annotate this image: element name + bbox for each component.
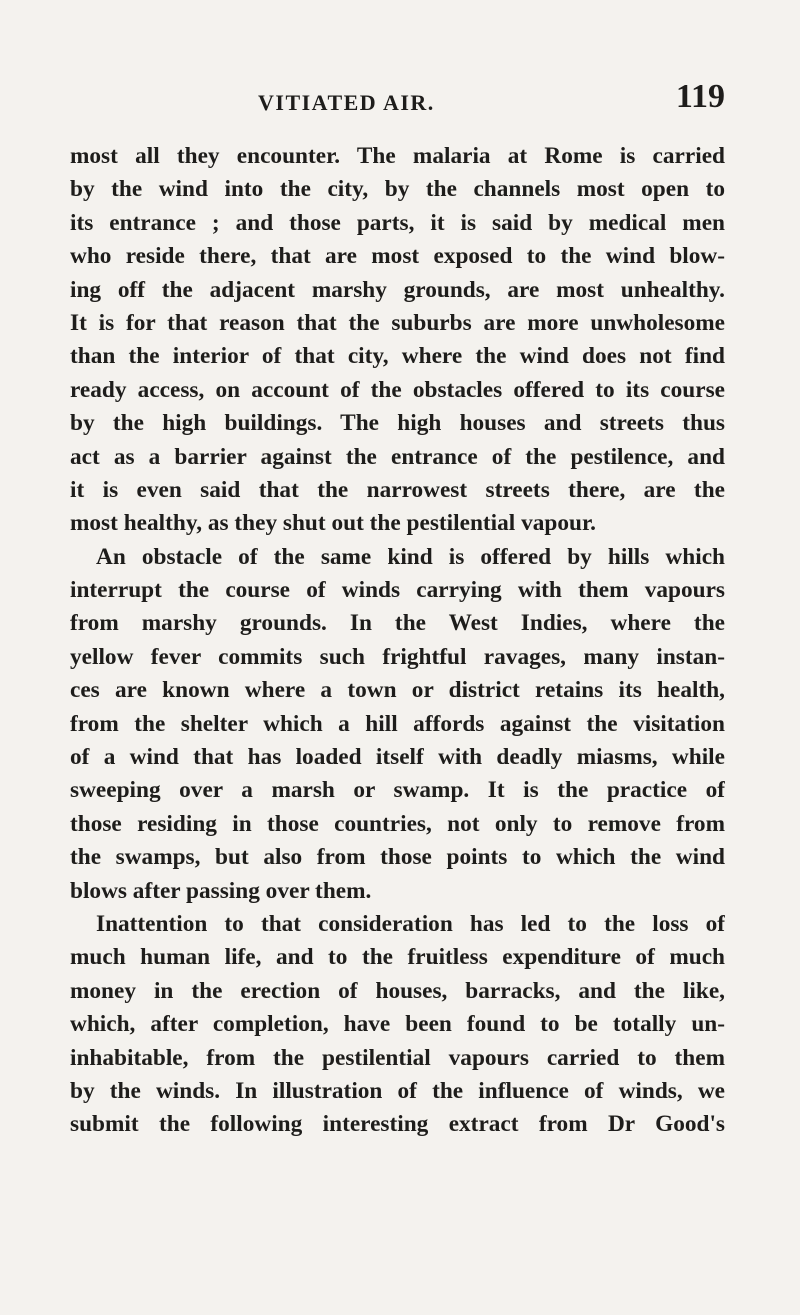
- text-line: it is even said that the narrowest streets there, are the: [70, 476, 725, 503]
- text-line: by the wind into the city, by the channels most open to: [70, 176, 725, 203]
- text-line: money in the erection of houses, barracks, and the like,: [70, 977, 725, 1004]
- text-line: blows after passing over them.: [70, 877, 372, 904]
- text-line: much human life, and to the fruitless expenditure of much: [70, 944, 725, 971]
- page-number: 119: [675, 78, 725, 115]
- text-line: of a wind that has loaded itself with deadly miasms, while: [70, 744, 725, 771]
- text-line: act as a barrier against the entrance of the pestilence, and: [70, 443, 725, 470]
- text-line: ing off the adjacent marshy grounds, are most unhealthy.: [70, 276, 725, 303]
- text-line: most all they encounter. The malaria at Rome is carried: [70, 143, 725, 169]
- text-line: Inattention to that consideration has led to the loss of: [96, 910, 725, 937]
- text-line: than the interior of that city, where the wind does not find: [70, 343, 725, 370]
- text-line: by the winds. In illustration of the influence of winds, we: [70, 1077, 725, 1104]
- text-line: which, after completion, have been found to be totally un-: [70, 1011, 725, 1038]
- text-line: those residing in those countries, not only to remove from: [70, 810, 725, 837]
- text-line: An obstacle of the same kind is offered by hills which: [96, 543, 725, 570]
- running-title: VITIATED AIR.: [258, 90, 435, 115]
- text-line: most healthy, as they shut out the pestilential vapour.: [70, 510, 596, 537]
- text-line: It is for that reason that the suburbs are more unwholesome: [70, 309, 725, 336]
- text-line: its entrance ; and those parts, it is said by medical men: [70, 209, 725, 236]
- text-line: who reside there, that are most exposed to the wind blow-: [70, 243, 725, 270]
- text-line: from marshy grounds. In the West Indies, where the: [70, 610, 725, 637]
- running-head: [70, 78, 725, 118]
- text-line: ready access, on account of the obstacles offered to its course: [70, 376, 725, 403]
- text-line: from the shelter which a hill affords against the visitation: [70, 710, 725, 737]
- body-text: [70, 140, 725, 1142]
- text-line: sweeping over a marsh or swamp. It is the practice of: [70, 777, 725, 804]
- text-line: submit the following interesting extract from Dr Good's: [70, 1111, 725, 1138]
- text-line: interrupt the course of winds carrying with them vapours: [70, 577, 725, 604]
- text-line: yellow fever commits such frightful ravages, many instan-: [70, 643, 725, 670]
- text-line: the swamps, but also from those points to which the wind: [70, 844, 725, 871]
- text-line: ces are known where a town or district retains its health,: [70, 677, 725, 704]
- text-line: by the high buildings. The high houses and streets thus: [70, 410, 725, 437]
- text-line: inhabitable, from the pestilential vapours carried to them: [70, 1044, 725, 1071]
